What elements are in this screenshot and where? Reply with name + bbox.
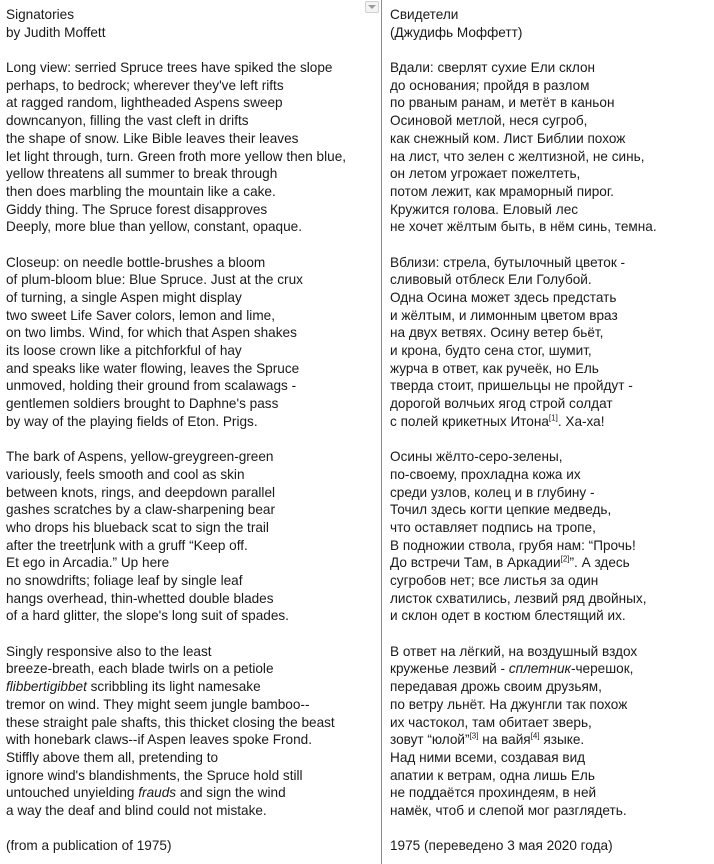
poem-line: Singly responsive also to the least xyxy=(6,643,212,659)
poem-line: tremor on wind. They might seem jungle bamboo-- xyxy=(6,696,310,712)
poem-line: with honebark claws--if Aspen leaves spoke Frond. xyxy=(6,732,313,748)
translation-byline: (Джудифь Моффетт) xyxy=(390,24,523,40)
translation-line: сливовый отблеск Ели Голубой. xyxy=(390,272,592,288)
poem-line: a way the deaf and blind could not mistake. xyxy=(6,802,267,818)
translation-line: тверда стоит, пришельцы не пройдут - xyxy=(390,378,633,394)
translation-line: не хочет жёлтым быть, в нём синь, темна. xyxy=(390,219,657,235)
translation-date-note: 1975 (переведено 3 мая 2020 года) xyxy=(390,838,613,854)
translation-line: среди узлов, колец и в глубину - xyxy=(390,484,595,500)
translation-line: Вдали: сверлят сухие Ели склон xyxy=(390,60,596,76)
translation-line: апатии к ветрам, одна лишь Ель xyxy=(390,767,595,783)
translation-line: по-своему, прохладна кожа их xyxy=(390,466,581,482)
translation-line: листок схватились, лезвий ряд двойных, xyxy=(390,590,647,606)
poem-line: ignore wind's blandishments, the Spruce hold still xyxy=(6,767,303,783)
poem-line: Stiffly above them all, pretending to xyxy=(6,749,219,765)
translation-line: что оставляет подпись на тропе, xyxy=(390,519,596,535)
poem-line: Giddy thing. The Spruce forest disapproves xyxy=(6,201,268,217)
cell-dropdown-button[interactable] xyxy=(365,1,379,13)
translation-line: по ветру льнёт. На джунгли так похож xyxy=(390,696,628,712)
translation-line: с полей крикетных Итона[1]. Ха-ха! xyxy=(390,413,605,429)
translation-line: зовут “юлой”[3] на вайя[4] языке. xyxy=(390,731,585,748)
translation-line: круженье лезвий - сплетник-черешок, xyxy=(390,661,634,677)
translation-line: их частокол, там обитает зверь, xyxy=(390,714,592,730)
poem-line: Deeply, more blue than yellow, constant, opaque. xyxy=(6,219,302,235)
translation-line: на двух ветвях. Осину ветер бьёт, xyxy=(390,325,604,341)
poem-line: unmoved, holding their ground from scalawags - xyxy=(6,378,297,394)
poem-line: variously, feels smooth and cool as skin xyxy=(6,466,245,482)
translation-line: на лист, что зелен с желтизной, не синь, xyxy=(390,148,645,164)
translation-title: Свидетели xyxy=(390,7,459,22)
russian-column[interactable] xyxy=(381,0,714,864)
footnote-ref-1[interactable]: [1] xyxy=(548,413,558,423)
poem-byline: by Judith Moffett xyxy=(6,24,106,40)
poem-line: untouched unyielding frauds and sign the wind xyxy=(6,785,286,801)
poem-line: hangs overhead, thin-whetted double blades xyxy=(6,590,274,606)
poem-line: who drops his blueback scat to sign the trail xyxy=(6,519,269,535)
poem-title: Signatories xyxy=(6,7,75,22)
poem-line: Et ego in Arcadia.” Up here xyxy=(6,555,170,571)
poem-line: on two limbs. Wind, for which that Aspen shakes xyxy=(6,325,297,341)
poem-line: yellow threatens all summer to break through xyxy=(6,166,278,182)
poem-line: by way of the playing fields of Eton. Prigs. xyxy=(6,413,258,429)
translation-line: журча в ответ, как ручеёк, но Ель xyxy=(390,360,599,376)
translation-line: Точил здесь когти цепкие медведь, xyxy=(390,502,612,518)
translation-line: В подножии ствола, грубя нам: “Прочь! xyxy=(390,537,636,553)
poem-line: perhaps, to bedrock; wherever they've left rifts xyxy=(6,77,284,93)
translation-line: и склон одет в костюм блестящий их. xyxy=(390,608,626,624)
translation-line: Одна Осина может здесь предстать xyxy=(390,290,617,305)
poem-line: these straight pale shafts, this thicket closing the beast xyxy=(6,714,335,730)
footnote-ref-3[interactable]: [3] xyxy=(469,731,479,741)
poem-line: then does marbling the mountain like a cake. xyxy=(6,183,276,199)
poem-line: of turning, a single Aspen might display xyxy=(6,290,242,305)
translation-line: Осины жёлто-серо-зелены, xyxy=(390,449,563,465)
translation-line: В ответ на лёгкий, на воздушный вздох xyxy=(390,643,638,659)
chevron-down-icon xyxy=(368,5,376,9)
translation-line: и жёлтым, и лимонным цветом враз xyxy=(390,307,618,323)
poem-line: the shape of snow. Like Bible leaves their leaves xyxy=(6,130,299,146)
poem-line: breeze-breath, each blade twirls on a petiole xyxy=(6,661,274,677)
poem-line: after the treetr unk with a gruff “Keep off. xyxy=(6,537,248,553)
poem-line: Closeup: on needle bottle-brushes a bloom xyxy=(6,254,266,270)
source-note: (from a publication of 1975) xyxy=(6,838,172,854)
poem-line: gashes scratches by a claw-sharpening bear xyxy=(6,502,276,518)
poem-line: The bark of Aspens, yellow-greygreen-green xyxy=(6,449,274,465)
translation-line: дорогой волчьих ягод строй солдат xyxy=(390,396,613,412)
translation-line: Над ними всеми, создавая вид xyxy=(390,749,586,765)
poem-line: downcanyon, filling the vast cleft in drifts xyxy=(6,113,249,129)
footnote-ref-4[interactable]: [4] xyxy=(530,731,540,741)
poem-line: two sweet Life Saver colors, lemon and lime, xyxy=(6,307,275,323)
footnote-ref-2[interactable]: [2] xyxy=(560,554,570,564)
poem-line: let light through, turn. Green froth more yellow then blue, xyxy=(6,148,347,164)
translation-line: Кружится голова. Еловый лес xyxy=(390,201,579,217)
translation-line: Вблизи: стрела, бутылочный цветок - xyxy=(390,254,626,270)
translation-line: он летом угрожает пожелтеть, xyxy=(390,166,581,182)
poem-line: no snowdrifts; foliage leaf by single leaf xyxy=(6,573,243,588)
translation-line: передавая дрожь своим друзьям, xyxy=(390,679,602,695)
translation-line: по рваным ранам, и метёт в каньон xyxy=(390,95,615,111)
translation-line: и крона, будто сена стог, шумит, xyxy=(390,343,592,359)
poem-line: between knots, rings, and deepdown parallel xyxy=(6,484,276,500)
translation-line: как снежный ком. Лист Библии похож xyxy=(390,130,626,146)
poem-line: Long view: serried Spruce trees have spiked the slope xyxy=(6,60,333,76)
translation-line: До встречи Там, в Аркадии[2]”. А здесь xyxy=(390,554,630,571)
poem-line: its loose crown like a pitchforkful of hay xyxy=(6,343,242,359)
poem-line: of plum-bloom blue: Blue Spruce. Just at the crux xyxy=(6,272,303,288)
translation-line: потом лежит, как мраморный пирог. xyxy=(390,183,614,199)
translation-line: намёк, чтоб и слепой мог разглядеть. xyxy=(390,802,627,818)
translation-line: не поддаётся прохиндеям, в ней xyxy=(390,785,597,801)
poem-line: flibbertigibbet scribbling its light namesake xyxy=(6,679,261,695)
poem-line: gentlemen soldiers brought to Daphne's pass xyxy=(6,396,279,412)
poem-line: at ragged random, lightheaded Aspens sweep xyxy=(6,95,283,111)
poem-line: of a hard glitter, the slope's long suit of spades. xyxy=(6,608,289,624)
translation-line: сугробов нет; все листья за один xyxy=(390,573,599,588)
translation-line: Осиновой метлой, неся сугроб, xyxy=(390,113,588,129)
translation-line: до основания; пройдя в разлом xyxy=(390,77,590,93)
poem-line: and speaks like water flowing, leaves the Spruce xyxy=(6,360,300,376)
